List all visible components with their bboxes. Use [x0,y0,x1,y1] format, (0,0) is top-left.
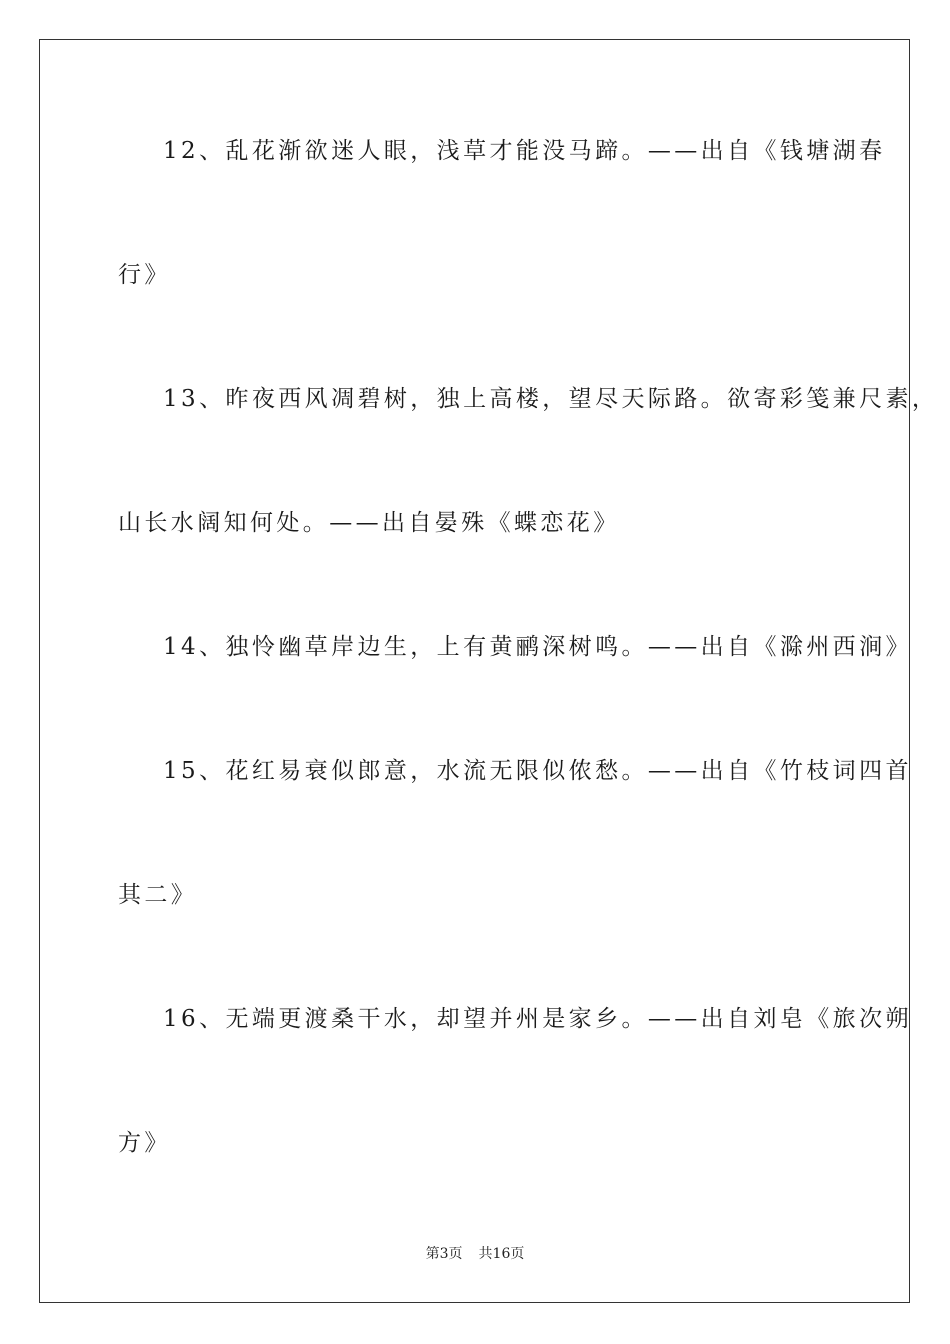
entry-12-line-2: 行》 [118,262,171,288]
entry-16-line-2: 方》 [118,1130,171,1156]
entry-13-line-2: 山长水阔知何处。——出自晏殊《蝶恋花》 [118,510,620,536]
entry-15-line-2: 其二》 [118,882,198,908]
entry-13-line-1: 13、昨夜西风凋碧树，独上高楼，望尽天际路。欲寄彩笺兼尺素， [163,386,939,412]
page-frame [39,39,910,1303]
page-total: 共16页 [478,1246,525,1262]
page-number: 第3页 [425,1246,463,1262]
entry-14-line-1: 14、独怜幽草岸边生，上有黄鹂深树鸣。——出自《滁州西涧》 [163,634,912,660]
page-footer [0,1245,950,1263]
entry-15-line-1: 15、花红易衰似郎意，水流无限似侬愁。——出自《竹枝词四首 [163,758,912,784]
entry-16-line-1: 16、无端更渡桑干水，却望并州是家乡。——出自刘皂《旅次朔 [163,1006,912,1032]
entry-12-line-1: 12、乱花渐欲迷人眼，浅草才能没马蹄。——出自《钱塘湖春 [163,138,886,164]
